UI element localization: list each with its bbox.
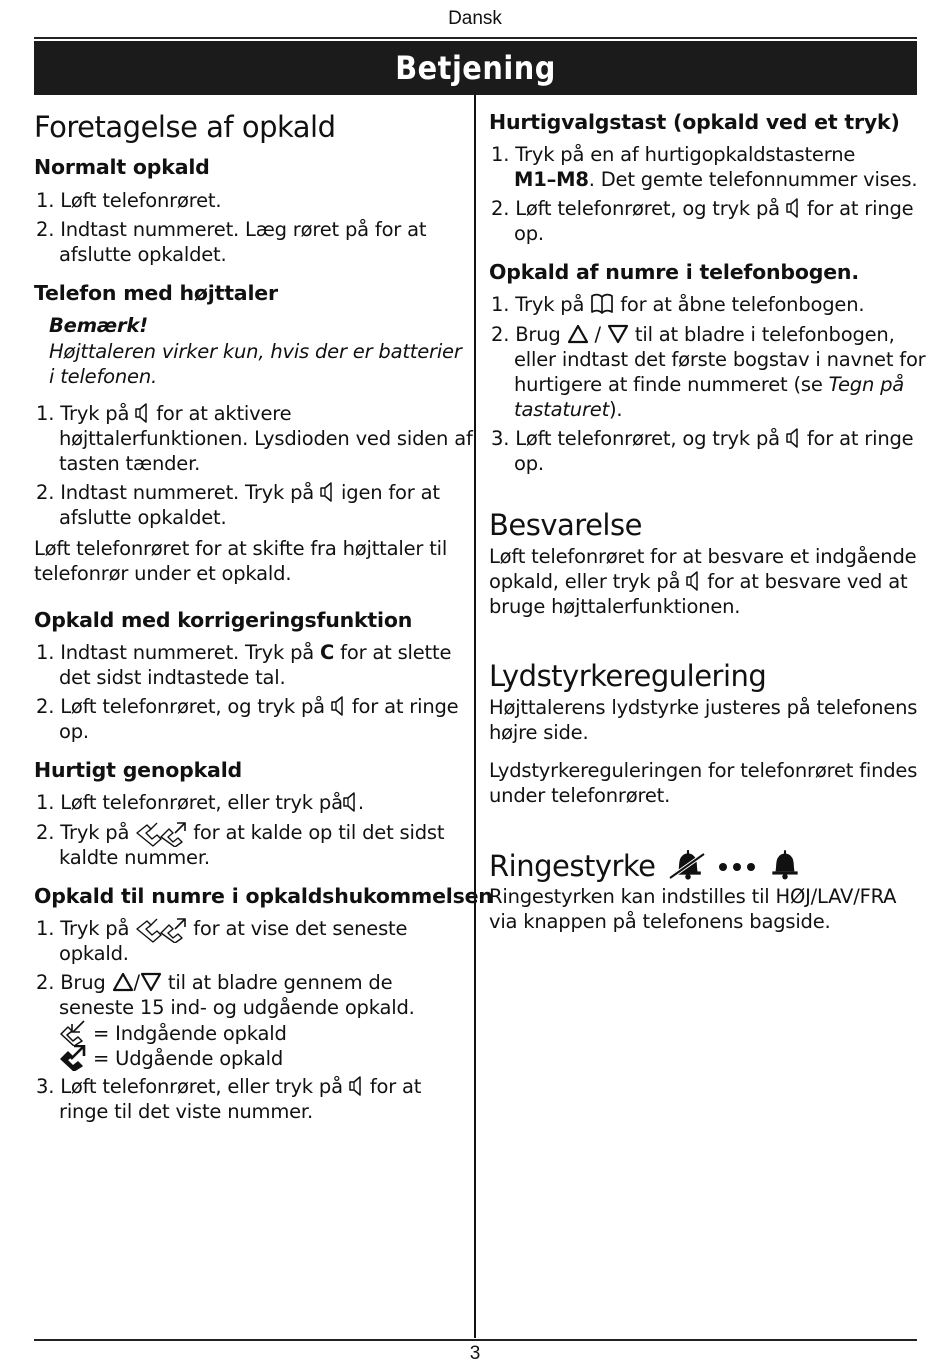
correction-step-1-post: for at slette: [340, 641, 452, 664]
heading-normal-call: Normalt opkald: [34, 155, 210, 179]
speaker-paragraph: Løft telefonrøret for at skifte fra højttaler til: [34, 537, 448, 560]
speaker-step-2-cont: afslutte opkaldet.: [59, 506, 227, 529]
answer-text-post: for at besvare ved at: [707, 570, 908, 593]
speaker-step-1-cont: højttalerfunktionen. Lysdioden ved siden af: [59, 427, 473, 450]
phonebook-step-2-cont2: [514, 372, 904, 397]
memory-step-2-post: til at bladre gennem de: [167, 971, 393, 994]
heading-quick-redial: Hurtigt genopkald: [34, 758, 242, 782]
redial-step-2-cont: kaldte nummer.: [59, 846, 210, 869]
outgoing-label: = Udgående opkald: [93, 1047, 284, 1070]
redial-step-2-post: for at kalde op til det sidst: [193, 821, 445, 844]
normal-step-1: 1. Løft telefonrøret.: [36, 189, 222, 212]
phonebook-step-3-pre: 3. Løft telefonrøret, og tryk på: [491, 427, 780, 450]
speaker-icon: [686, 571, 701, 591]
bell-icon: [766, 848, 804, 880]
phonebook-step-2: [491, 322, 895, 347]
up-arrow-icon: [567, 324, 589, 344]
phonebook-step-2-pre: 2. Brug: [491, 323, 561, 346]
answer-text-cont: [489, 569, 907, 594]
phonebook-step-3: [491, 426, 913, 451]
normal-step-2: 2. Indtast nummeret. Læg røret på for at: [36, 218, 427, 241]
volume-text: Højttalerens lydstyrke justeres på telefonens: [489, 696, 918, 719]
answer-text: Løft telefonrøret for at besvare et indgående: [489, 545, 917, 568]
memory-step-3-pre: 3. Løft telefonrøret, eller tryk på: [36, 1075, 343, 1098]
memory-step-2-cont: seneste 15 ind- og udgående opkald.: [59, 996, 415, 1019]
speed-step-2-post: for at ringe: [806, 197, 914, 220]
speed-step-1-text: . Det gemte telefonnummer vises.: [588, 168, 918, 191]
bell-off-icon: [668, 848, 708, 880]
dots-icon: [717, 860, 757, 874]
memory-step-1-cont: opkald.: [59, 942, 129, 965]
memory-step-3-post: for at: [369, 1075, 422, 1098]
heading-ringer: [489, 848, 804, 884]
section-title: Foretagelse af opkald: [34, 110, 336, 144]
correction-step-2-pre: 2. Løft telefonrøret, og tryk på: [36, 695, 325, 718]
speaker-step-2-post: igen for at: [341, 481, 440, 504]
volume-handset-text-cont: under telefonrøret.: [489, 784, 671, 807]
phonebook-step-1-post: for at åbne telefonbogen.: [620, 293, 865, 316]
memory-step-2-pre: 2. Brug: [36, 971, 106, 994]
phonebook-step-2-post: til at bladre i telefonbogen,: [634, 323, 895, 346]
page-number: 3: [469, 1343, 481, 1364]
phonebook-step-3-cont: op.: [514, 452, 544, 475]
speed-step-2-pre: 2. Løft telefonrøret, og tryk på: [491, 197, 780, 220]
speed-step-1-cont: [514, 167, 917, 192]
bottom-rule: [34, 1339, 917, 1341]
heading-call-memory: Opkald til numre i opkaldshukommelsen: [34, 884, 493, 908]
answer-text-cont2: bruge højttalerfunktionen.: [489, 595, 741, 618]
phonebook-step-2-end: ).: [609, 398, 623, 421]
ringer-title: Ringestyrke: [489, 849, 656, 883]
speaker-icon: [786, 198, 801, 218]
keyboard-reference: Tegn på: [828, 373, 905, 396]
ringer-text-cont: via knappen på telefonens bagside.: [489, 910, 831, 933]
phonebook-step-1-pre: 1. Tryk på: [491, 293, 585, 316]
speaker-step-2-pre: 2. Indtast nummeret. Tryk på: [36, 481, 315, 504]
speaker-step-1-pre: 1. Tryk på: [36, 402, 130, 425]
normal-step-2-cont: afslutte opkaldet.: [59, 243, 227, 266]
redial-step-1-post: .: [357, 791, 364, 814]
heading-speakerphone: Telefon med højttaler: [34, 281, 278, 305]
section-banner: Betjening: [34, 41, 917, 95]
slash: /: [594, 323, 601, 346]
heading-correction: Opkald med korrigeringsfunktion: [34, 608, 413, 632]
speed-step-2-cont: op.: [514, 222, 544, 245]
memory-keys-label: M1–M8: [514, 168, 589, 191]
note-text: Højttaleren virker kun, hvis der er batterier: [49, 340, 462, 363]
note-text-cont: i telefonen.: [49, 365, 157, 388]
incoming-label: = Indgående opkald: [93, 1022, 287, 1045]
down-arrow-icon: [607, 324, 629, 344]
slash: /: [133, 971, 140, 994]
keyboard-reference-cont: tastaturet: [514, 398, 610, 421]
heading-answer: Besvarelse: [489, 508, 642, 542]
ringer-text: Ringestyrken kan indstilles til HØJ/LAV/FRA: [489, 885, 897, 908]
memory-step-1-post: for at vise det seneste: [193, 917, 408, 940]
phonebook-step-1: [491, 292, 864, 317]
volume-handset-text: Lydstyrkereguleringen for telefonrøret findes: [489, 759, 918, 782]
speaker-icon: [786, 428, 801, 448]
phonebook-step-2-cont: eller indtast det første bogstav i navnet for: [514, 348, 926, 371]
c-key-label: C: [320, 641, 335, 664]
phonebook-icon: [590, 293, 614, 315]
redial-step-2-pre: 2. Tryk på: [36, 821, 130, 844]
volume-text-cont: højre side.: [489, 721, 589, 744]
note-title: Bemærk!: [49, 314, 148, 337]
speaker-step-1-post: for at aktivere: [156, 402, 292, 425]
correction-step-1-cont: det sidst indtastede tal.: [59, 666, 286, 689]
speaker-step-1-cont2: tasten tænder.: [59, 452, 201, 475]
memory-step-1-pre: 1. Tryk på: [36, 917, 130, 940]
speaker-paragraph-cont: telefonrør under et opkald.: [34, 562, 292, 585]
heading-speed-dial: Hurtigvalgstast (opkald ved et tryk): [489, 110, 900, 134]
phonebook-step-2-text: hurtigere at finde nummeret (se: [514, 373, 823, 396]
speed-step-1: 1. Tryk på en af hurtigopkaldstasterne: [491, 143, 856, 166]
phonebook-step-3-post: for at ringe: [806, 427, 914, 450]
speed-step-2: [491, 196, 913, 221]
correction-step-2-post: for at ringe: [351, 695, 459, 718]
heading-phonebook: Opkald af numre i telefonbogen.: [489, 260, 859, 284]
page-language: Dansk: [448, 8, 502, 29]
redial-step-1-pre: 1. Løft telefonrøret, eller tryk på: [36, 791, 343, 814]
correction-step-2-cont: op.: [59, 720, 89, 743]
correction-step-1-pre: 1. Indtast nummeret. Tryk på: [36, 641, 315, 664]
heading-volume: Lydstyrkeregulering: [489, 659, 767, 693]
memory-step-3-cont: ringe til det viste nummer.: [59, 1100, 313, 1123]
phonebook-step-2-cont3: [514, 397, 622, 422]
answer-text-pre: opkald, eller tryk på: [489, 570, 681, 593]
